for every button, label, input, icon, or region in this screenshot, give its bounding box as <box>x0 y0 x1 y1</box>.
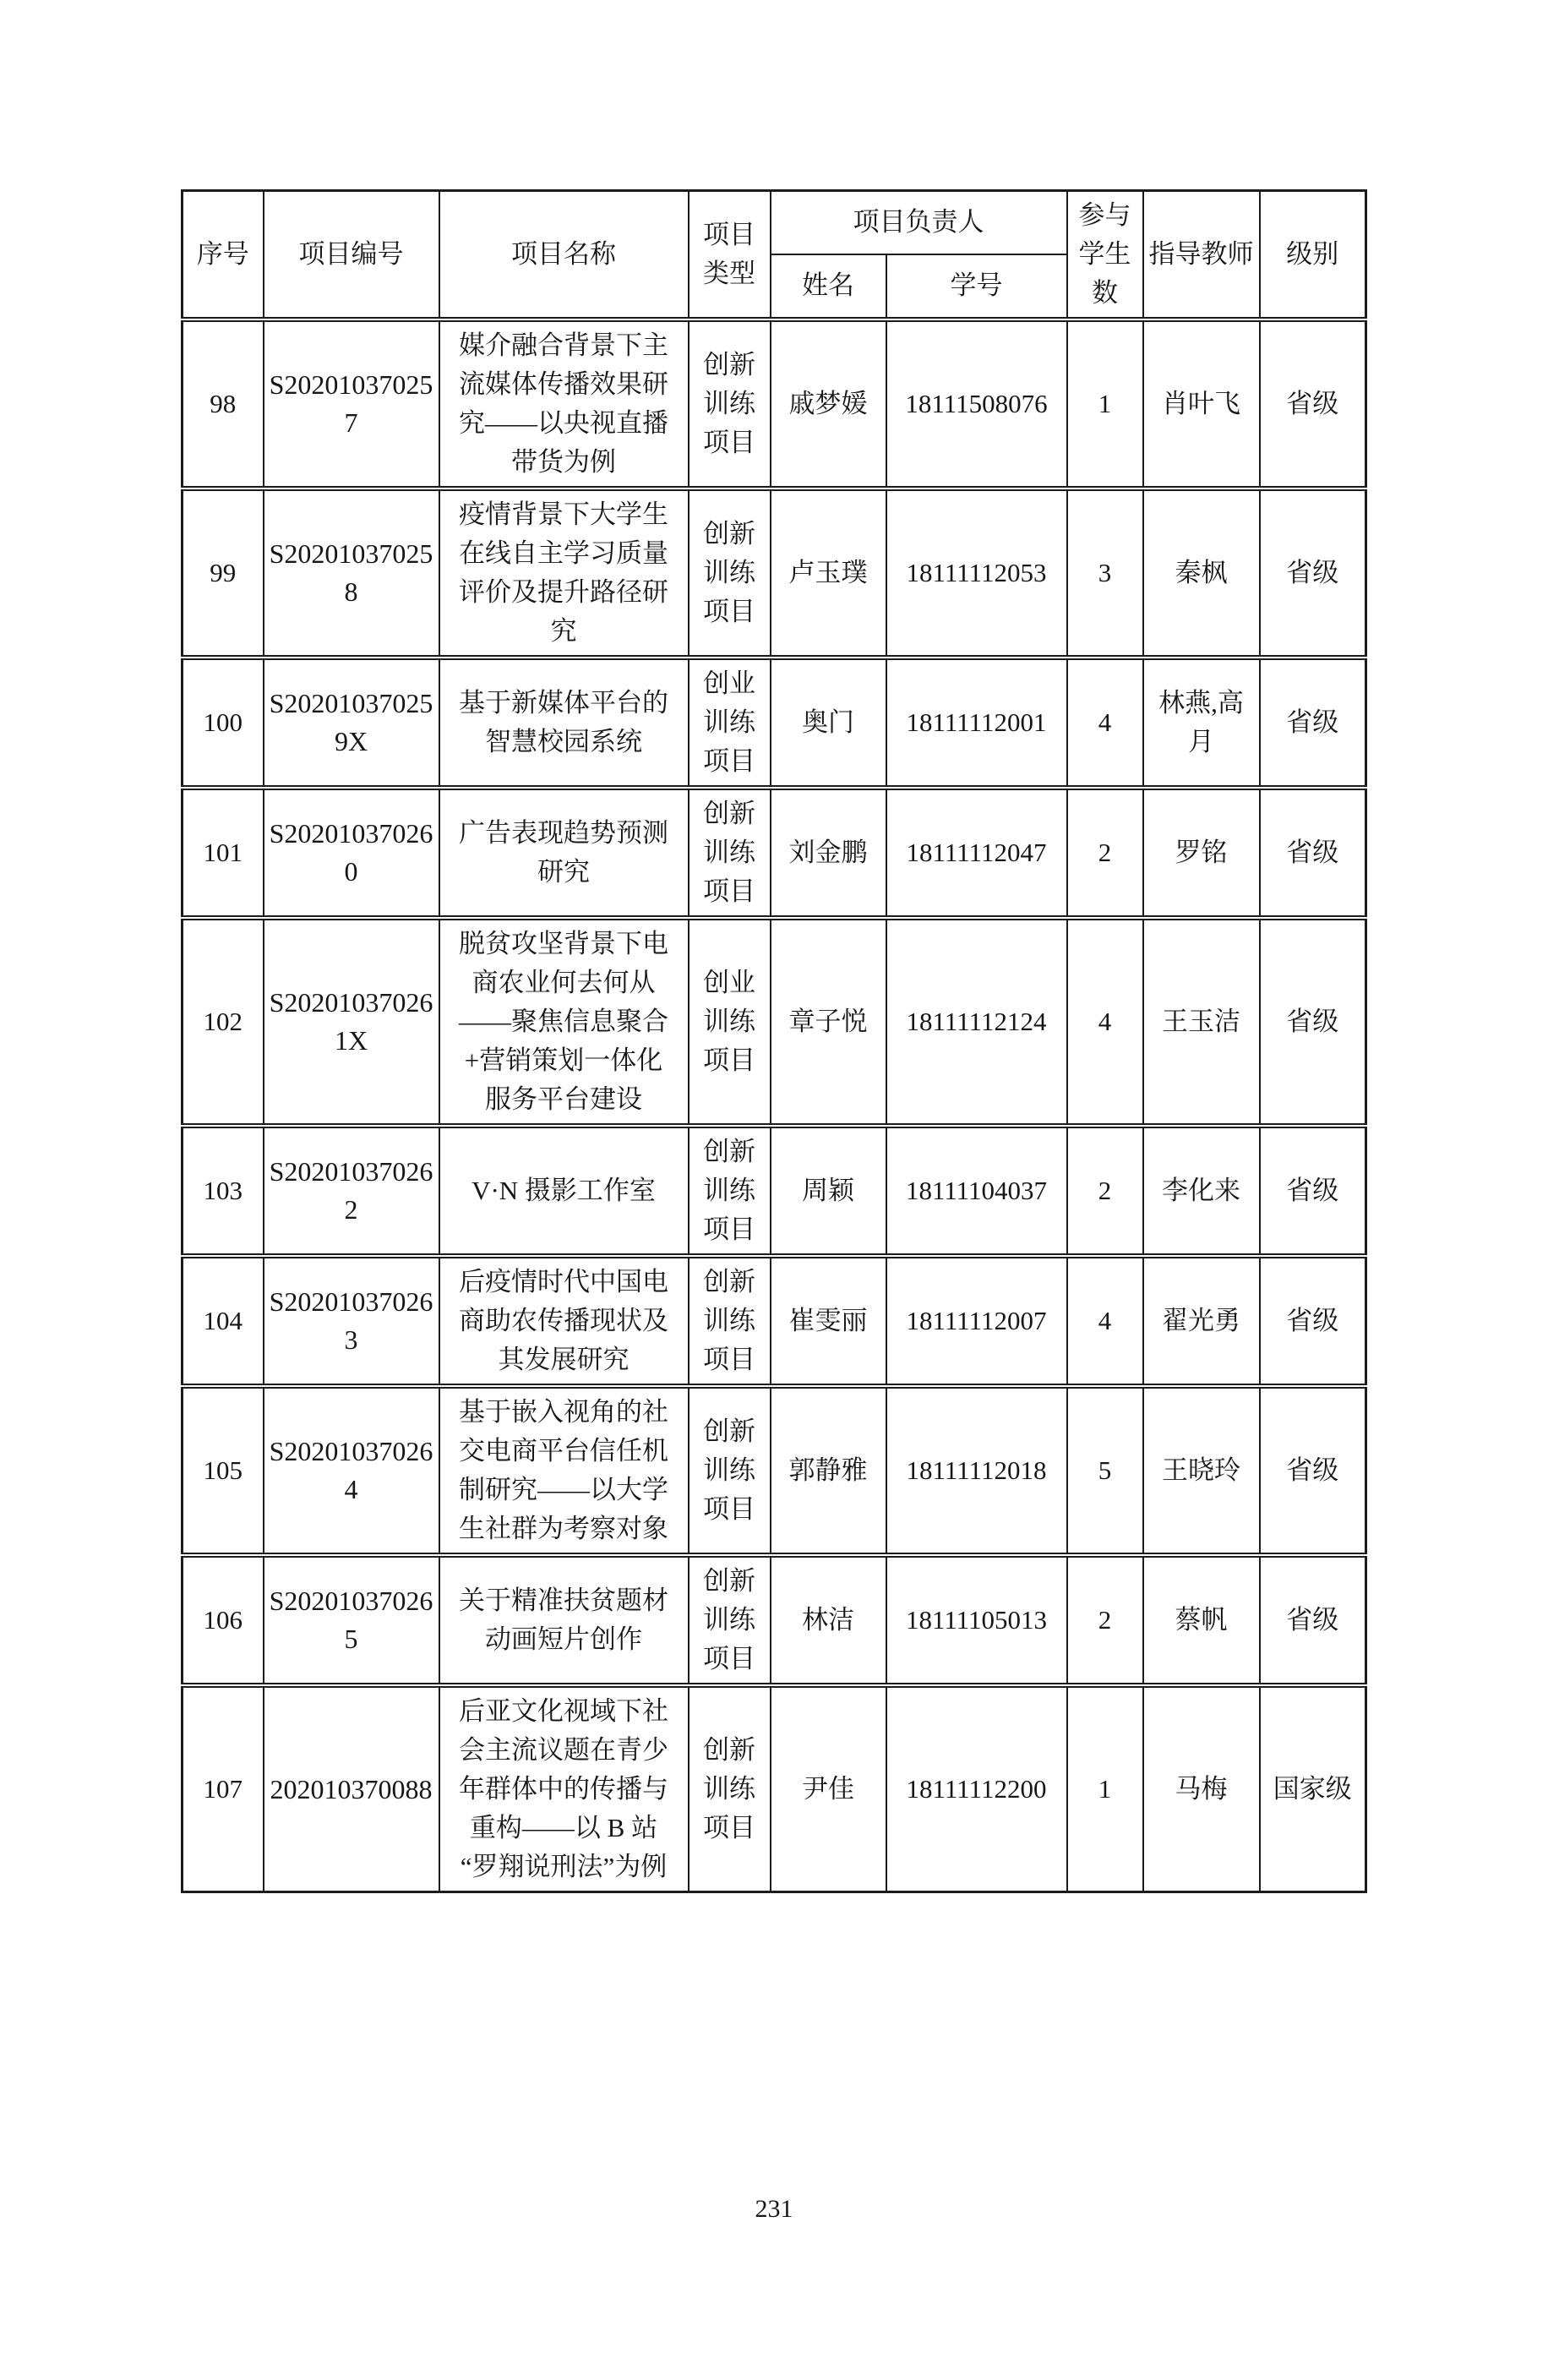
col-header-participants: 参与学生数 <box>1067 191 1143 320</box>
cell-code: S202010370257 <box>264 319 439 489</box>
cell-name: 基于嵌入视角的社交电商平台信任机制研究——以大学生社群为考察对象 <box>439 1386 689 1555</box>
table-row <box>183 319 1366 489</box>
cell-type: 创新训练项目 <box>689 1386 771 1555</box>
cell-leader: 章子悦 <box>771 918 886 1126</box>
col-header-leader-group: 项目负责人 <box>771 191 1067 254</box>
cell-seq: 106 <box>183 1555 264 1685</box>
col-header-type: 项目类型 <box>689 191 771 320</box>
col-header-name: 项目名称 <box>439 191 689 320</box>
cell-student-id: 18111112053 <box>886 489 1067 658</box>
cell-type: 创新训练项目 <box>689 1256 771 1386</box>
cell-name: 广告表现趋势预测研究 <box>439 788 689 918</box>
table-row <box>183 1126 1366 1256</box>
cell-student-id: 18111112018 <box>886 1386 1067 1555</box>
table-row <box>183 1555 1366 1685</box>
cell-participants: 4 <box>1067 918 1143 1126</box>
cell-type: 创业训练项目 <box>689 918 771 1126</box>
cell-seq: 101 <box>183 788 264 918</box>
cell-level: 省级 <box>1260 1555 1366 1685</box>
cell-leader: 周颖 <box>771 1126 886 1256</box>
cell-name: 脱贫攻坚背景下电商农业何去何从——聚焦信息聚合+营销策划一体化服务平台建设 <box>439 918 689 1126</box>
cell-type: 创新训练项目 <box>689 788 771 918</box>
table-row <box>183 788 1366 918</box>
col-header-code: 项目编号 <box>264 191 439 320</box>
cell-participants: 4 <box>1067 658 1143 788</box>
cell-advisor: 李化来 <box>1143 1126 1260 1256</box>
page-number: 231 <box>755 2195 793 2223</box>
table-row <box>183 1256 1366 1386</box>
cell-leader: 戚梦媛 <box>771 319 886 489</box>
cell-type: 创新训练项目 <box>689 489 771 658</box>
cell-type: 创新训练项目 <box>689 1685 771 1892</box>
cell-leader: 尹佳 <box>771 1685 886 1892</box>
cell-level: 省级 <box>1260 788 1366 918</box>
cell-advisor: 翟光勇 <box>1143 1256 1260 1386</box>
table-header <box>183 191 1366 320</box>
cell-seq: 103 <box>183 1126 264 1256</box>
cell-leader: 刘金鹏 <box>771 788 886 918</box>
cell-level: 省级 <box>1260 1126 1366 1256</box>
cell-participants: 2 <box>1067 788 1143 918</box>
document-page <box>0 189 1548 2380</box>
cell-seq: 99 <box>183 489 264 658</box>
cell-code: S202010370258 <box>264 489 439 658</box>
cell-advisor: 罗铭 <box>1143 788 1260 918</box>
cell-student-id: 18111112047 <box>886 788 1067 918</box>
cell-student-id: 18111508076 <box>886 319 1067 489</box>
cell-type: 创新训练项目 <box>689 1555 771 1685</box>
cell-seq: 105 <box>183 1386 264 1555</box>
cell-participants: 1 <box>1067 319 1143 489</box>
cell-student-id: 18111112001 <box>886 658 1067 788</box>
cell-seq: 98 <box>183 319 264 489</box>
cell-name: 媒介融合背景下主流媒体传播效果研究——以央视直播带货为例 <box>439 319 689 489</box>
cell-level: 省级 <box>1260 1386 1366 1555</box>
table-row <box>183 1386 1366 1555</box>
col-header-leader-id: 学号 <box>886 254 1067 319</box>
header-row-1 <box>183 191 1366 254</box>
table-row <box>183 489 1366 658</box>
cell-advisor: 秦枫 <box>1143 489 1260 658</box>
table-row <box>183 1685 1366 1892</box>
cell-level: 省级 <box>1260 489 1366 658</box>
cell-advisor: 肖叶飞 <box>1143 319 1260 489</box>
cell-code: S202010370260 <box>264 788 439 918</box>
cell-name: V·N 摄影工作室 <box>439 1126 689 1256</box>
cell-name: 关于精准扶贫题材动画短片创作 <box>439 1555 689 1685</box>
table-row <box>183 658 1366 788</box>
col-header-leader-name: 姓名 <box>771 254 886 319</box>
cell-level: 国家级 <box>1260 1685 1366 1892</box>
cell-student-id: 18111112200 <box>886 1685 1067 1892</box>
cell-advisor: 王玉洁 <box>1143 918 1260 1126</box>
cell-participants: 2 <box>1067 1555 1143 1685</box>
cell-participants: 1 <box>1067 1685 1143 1892</box>
cell-code: S202010370261X <box>264 918 439 1126</box>
col-header-advisor: 指导教师 <box>1143 191 1260 320</box>
cell-name: 疫情背景下大学生在线自主学习质量评价及提升路径研究 <box>439 489 689 658</box>
cell-leader: 奥门 <box>771 658 886 788</box>
cell-level: 省级 <box>1260 319 1366 489</box>
cell-student-id: 18111112124 <box>886 918 1067 1126</box>
cell-seq: 102 <box>183 918 264 1126</box>
cell-student-id: 18111112007 <box>886 1256 1067 1386</box>
cell-code: 202010370088 <box>264 1685 439 1892</box>
cell-seq: 107 <box>183 1685 264 1892</box>
cell-seq: 100 <box>183 658 264 788</box>
cell-student-id: 18111104037 <box>886 1126 1067 1256</box>
cell-code: S202010370264 <box>264 1386 439 1555</box>
cell-code: S202010370265 <box>264 1555 439 1685</box>
cell-advisor: 王晓玲 <box>1143 1386 1260 1555</box>
cell-leader: 林洁 <box>771 1555 886 1685</box>
cell-advisor: 蔡帆 <box>1143 1555 1260 1685</box>
cell-advisor: 林燕,高月 <box>1143 658 1260 788</box>
col-header-seq: 序号 <box>183 191 264 320</box>
cell-participants: 2 <box>1067 1126 1143 1256</box>
cell-seq: 104 <box>183 1256 264 1386</box>
cell-participants: 5 <box>1067 1386 1143 1555</box>
cell-type: 创新训练项目 <box>689 319 771 489</box>
cell-participants: 3 <box>1067 489 1143 658</box>
cell-level: 省级 <box>1260 658 1366 788</box>
cell-leader: 崔雯丽 <box>771 1256 886 1386</box>
cell-name: 后疫情时代中国电商助农传播现状及其发展研究 <box>439 1256 689 1386</box>
cell-type: 创业训练项目 <box>689 658 771 788</box>
cell-leader: 郭静雅 <box>771 1386 886 1555</box>
cell-leader: 卢玉璞 <box>771 489 886 658</box>
table-body <box>183 319 1366 1892</box>
col-header-level: 级别 <box>1260 191 1366 320</box>
project-list-table <box>181 189 1367 1893</box>
cell-student-id: 18111105013 <box>886 1555 1067 1685</box>
cell-name: 基于新媒体平台的智慧校园系统 <box>439 658 689 788</box>
cell-code: S202010370263 <box>264 1256 439 1386</box>
cell-name: 后亚文化视域下社会主流议题在青少年群体中的传播与重构——以 B 站“罗翔说刑法”为例 <box>439 1685 689 1892</box>
cell-code: S202010370259X <box>264 658 439 788</box>
table-row <box>183 918 1366 1126</box>
cell-participants: 4 <box>1067 1256 1143 1386</box>
cell-code: S202010370262 <box>264 1126 439 1256</box>
cell-level: 省级 <box>1260 918 1366 1126</box>
cell-type: 创新训练项目 <box>689 1126 771 1256</box>
cell-advisor: 马梅 <box>1143 1685 1260 1892</box>
cell-level: 省级 <box>1260 1256 1366 1386</box>
